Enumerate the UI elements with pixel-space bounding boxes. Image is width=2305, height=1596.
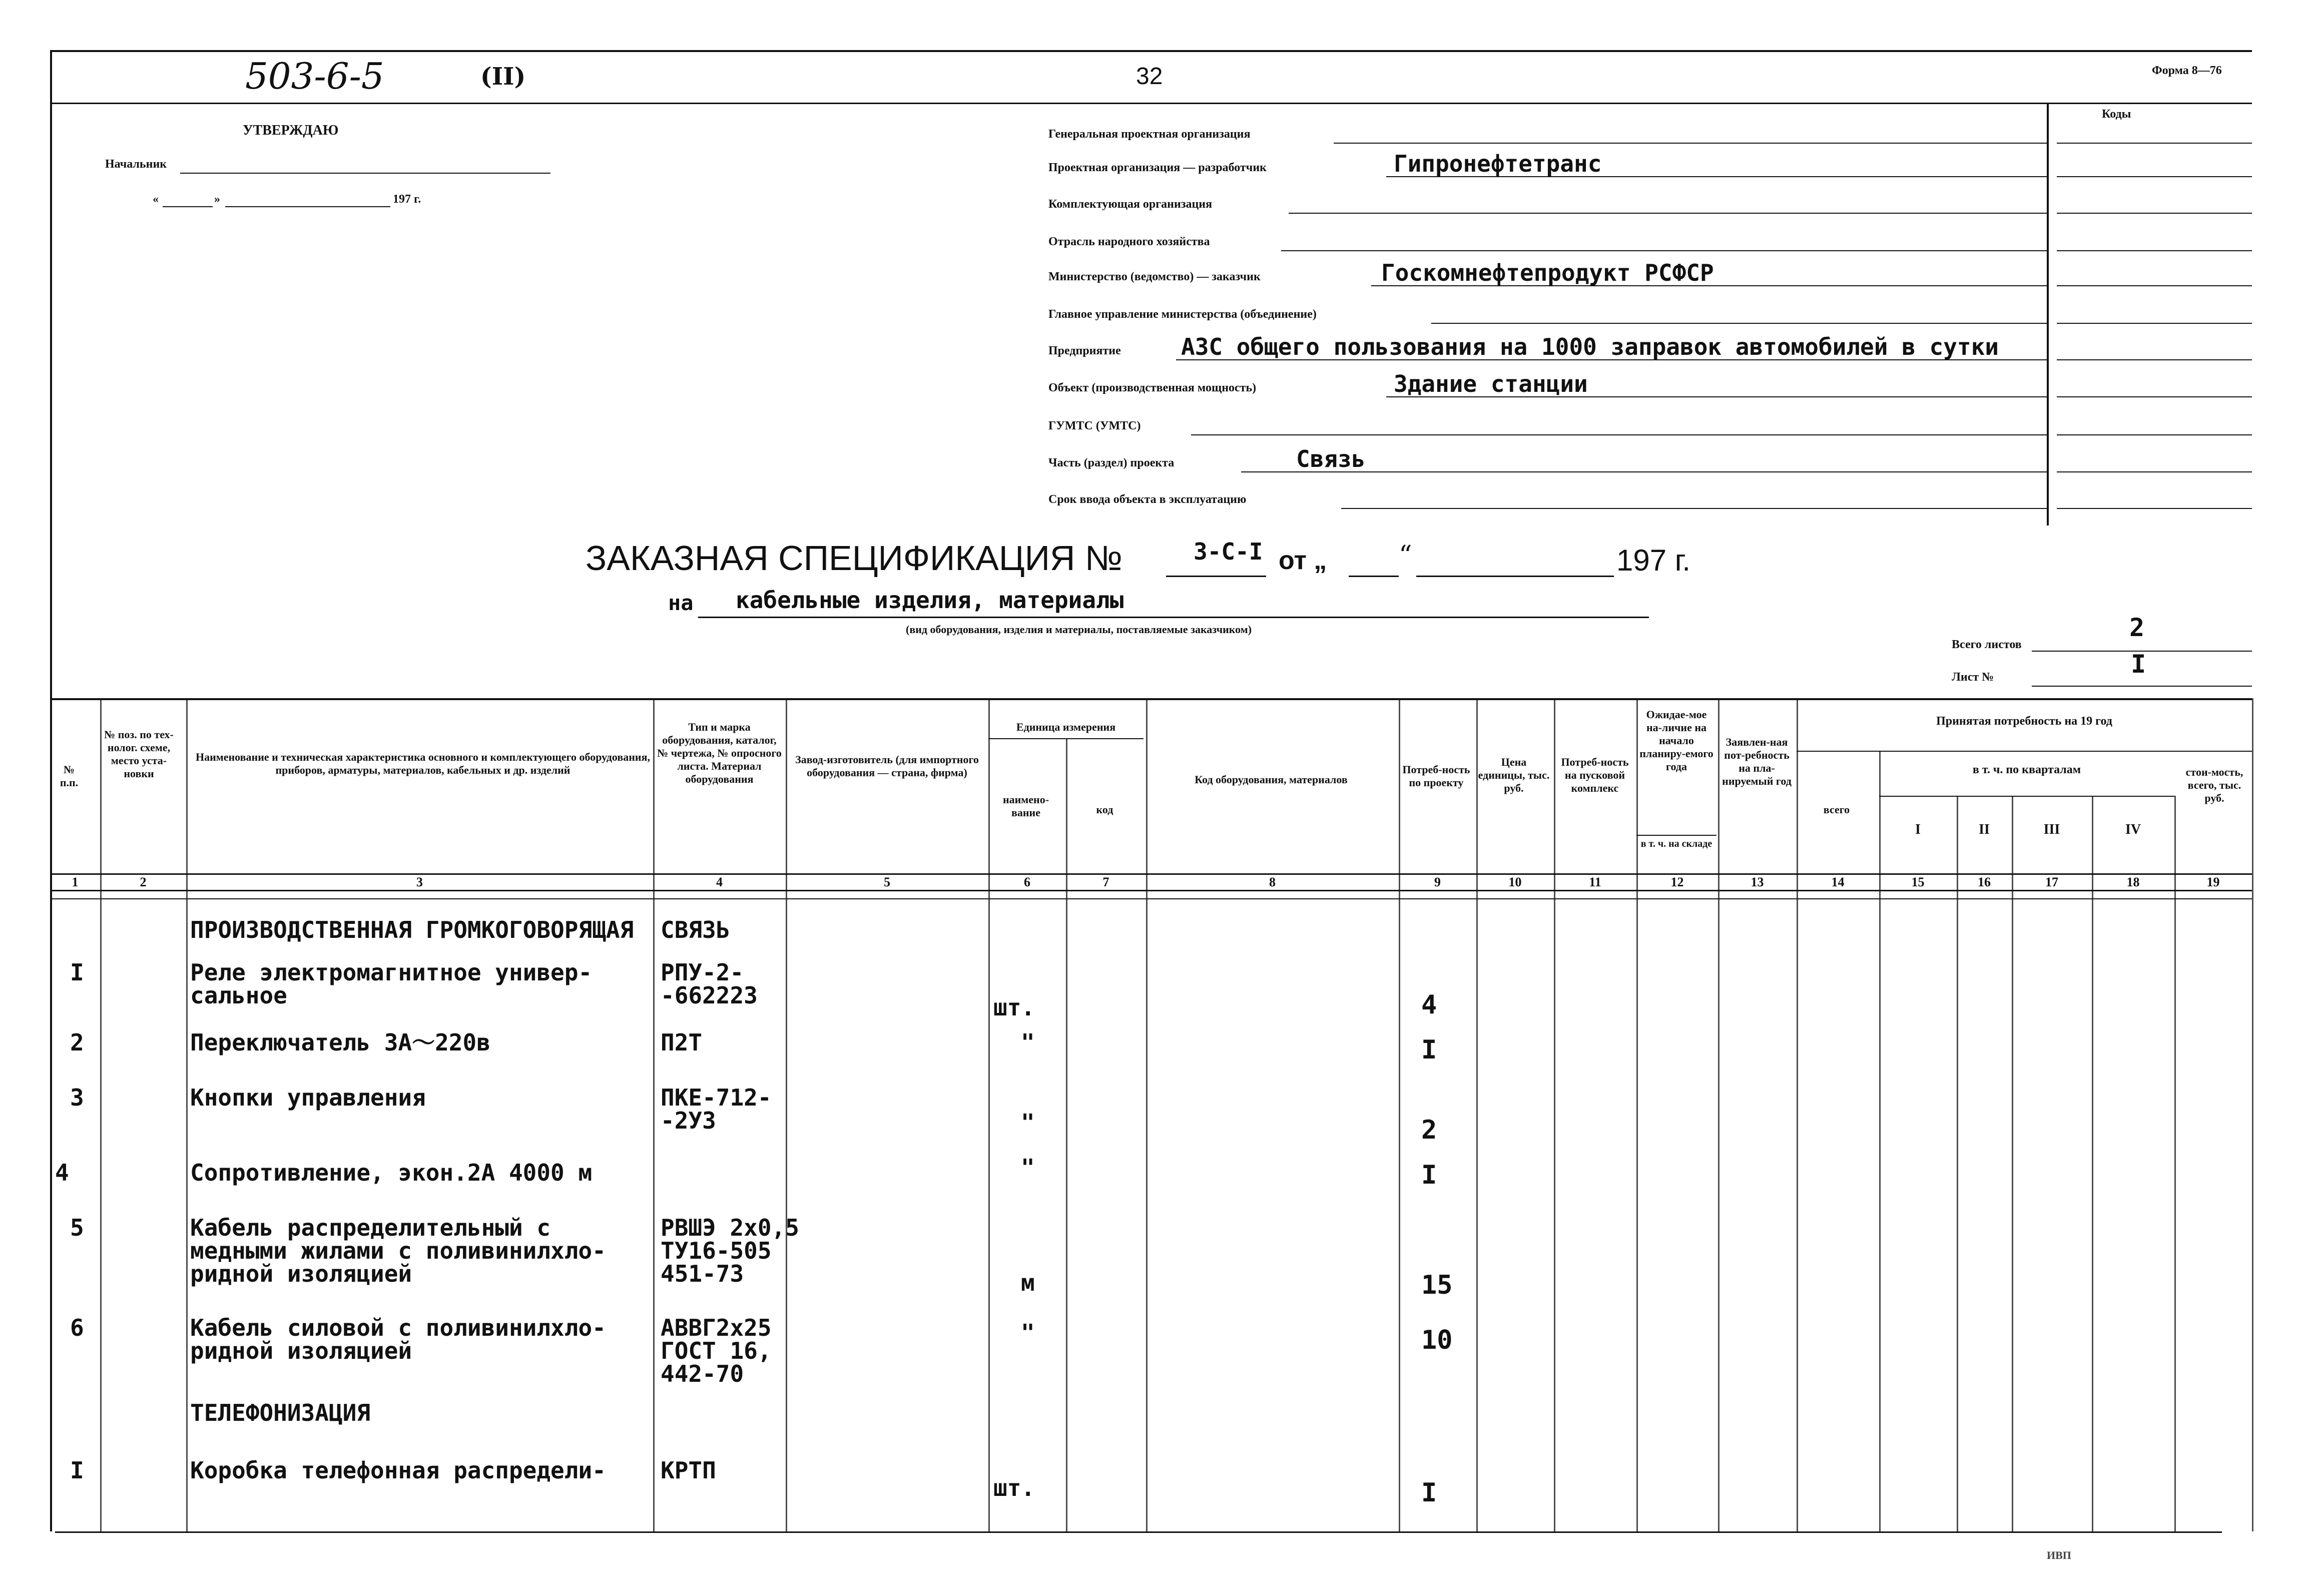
column-number: 4	[716, 875, 723, 889]
org-value: Здание станции	[1394, 370, 1588, 397]
spec-quote: “	[1399, 541, 1412, 571]
column-line	[2252, 698, 2253, 1531]
column-line	[100, 698, 102, 1531]
row-qty: I	[1421, 1160, 1437, 1190]
codes-label: Коды	[2102, 108, 2131, 121]
hdr-quarters-group: в т. ч. по кварталам	[1972, 763, 2081, 776]
date-day-line	[163, 206, 213, 207]
row-type: П2Т	[661, 1029, 703, 1056]
column-line	[1879, 751, 1881, 1531]
column-number: 10	[1508, 875, 1522, 889]
spec-month-line	[1416, 576, 1614, 577]
hdr-unit-group: Единица измерения	[1016, 721, 1116, 733]
column-number: 9	[1434, 875, 1441, 889]
org-label: ГУМТС (УМТС)	[1048, 419, 1141, 432]
org-code-line	[2057, 285, 2252, 286]
spec-on-value: кабельные изделия, материалы	[736, 587, 1124, 614]
row-name: ПРОИЗВОДСТВЕННАЯ ГРОМКОГОВОРЯЩАЯ	[190, 916, 634, 943]
hdr-c13: Заявлен-ная пот-ребность на пла-нируемый год	[1722, 736, 1792, 787]
hdr-c6: наимено-вание	[1002, 793, 1049, 819]
row-type: ПКЕ-712- -2У3	[661, 1084, 772, 1134]
org-label: Объект (производственная мощность)	[1048, 381, 1257, 394]
row-number: 3	[70, 1084, 84, 1111]
row-name: Переключатель 3А～220в	[190, 1029, 490, 1056]
hdr-c2: № поз. по тех-нолог. схеме, место уста-новки	[104, 728, 174, 780]
column-line	[988, 698, 990, 1531]
org-label: Генеральная проектная организация	[1048, 128, 1251, 141]
column-line	[1957, 796, 1958, 1531]
row-type: РПУ-2- -662223	[661, 959, 758, 1009]
date-year: 197 г.	[393, 193, 421, 206]
org-code-line	[2057, 213, 2252, 214]
hdr-c9: Потреб-ность по проекту	[1402, 763, 1470, 789]
footer-stamp: ИВП	[2047, 1549, 2071, 1561]
top-border	[50, 50, 2252, 52]
row-unit: "	[1021, 1109, 1035, 1136]
hdr-c18: IV	[2125, 822, 2141, 837]
row-name: ТЕЛЕФОНИЗАЦИЯ	[190, 1399, 371, 1426]
hdr-c16: II	[1979, 822, 1990, 837]
row-unit: шт.	[993, 994, 1035, 1021]
page-number: 32	[1136, 63, 1163, 90]
row-name: Коробка телефонная распредели-	[190, 1457, 606, 1484]
date-month-line	[225, 206, 390, 207]
unit-group-line	[988, 738, 1143, 739]
row-number: 5	[70, 1214, 84, 1241]
bottom-border	[55, 1531, 2222, 1533]
hdr-c17: III	[2043, 822, 2060, 837]
spec-from: от „	[1279, 546, 1327, 575]
org-code-line	[2057, 359, 2252, 360]
hdr-c15: I	[1915, 822, 1921, 837]
org-line	[1431, 323, 2047, 324]
column-line	[1554, 698, 1555, 1531]
hdr-c19: стои-мость, всего, тыс. руб.	[2185, 766, 2243, 804]
header-divider	[50, 103, 2252, 104]
quarters-line	[1879, 796, 2174, 797]
org-label: Срок ввода объекта в эксплуатацию	[1048, 493, 1247, 506]
row-unit: шт.	[993, 1474, 1035, 1501]
column-line	[786, 698, 787, 1531]
total-sheets: 2	[2129, 613, 2145, 642]
org-label: Проектная организация — разработчик	[1048, 161, 1267, 174]
column-line	[1718, 698, 1719, 1531]
hdr-c12b: в т. ч. на складе	[1640, 838, 1712, 849]
row-name: Реле электромагнитное универ- сальное	[190, 959, 593, 1009]
row-type: СВЯЗЬ	[661, 916, 730, 943]
hdr-c1: № п.п.	[60, 763, 79, 789]
doc-code: 503-6-5	[245, 55, 384, 97]
column-number: 14	[1831, 875, 1845, 889]
row-number: 6	[70, 1314, 84, 1341]
column-line	[2012, 796, 2013, 1531]
org-code-line	[2057, 471, 2252, 472]
column-number: 13	[1751, 875, 1764, 889]
row-unit: "	[1021, 1154, 1035, 1181]
column-number: 5	[884, 875, 890, 889]
row-unit: "	[1021, 1029, 1035, 1056]
hdr-c14: всего	[1823, 803, 1850, 816]
org-code-line	[2057, 143, 2252, 144]
row-unit: "	[1021, 1319, 1035, 1346]
org-value: АЗС общего пользования на 1000 заправок автомобилей в сутки	[1181, 333, 1999, 360]
sheet-number: I	[2131, 650, 2146, 679]
column-number: 6	[1024, 875, 1030, 889]
org-label: Отрасль народного хозяйства	[1048, 235, 1210, 248]
row-qty: I	[1421, 1035, 1437, 1065]
row-qty: 10	[1421, 1325, 1453, 1355]
column-number: 18	[2126, 875, 2140, 889]
spec-year: 197 г.	[1616, 544, 1691, 577]
spec-number: 3-С-I	[1194, 538, 1263, 565]
org-line	[1341, 508, 2047, 509]
accepted-group-line	[1797, 751, 2252, 752]
column-line	[2174, 796, 2176, 1531]
org-label: Министерство (ведомство) — заказчик	[1048, 270, 1261, 283]
column-line	[1146, 698, 1147, 1531]
table-top-line	[50, 698, 2252, 700]
hdr-c12: Ожидае-мое на-личие на начало планиру-емого года	[1639, 708, 1713, 773]
column-number: 15	[1911, 875, 1925, 889]
sheet-line	[2032, 686, 2252, 687]
spec-number-line	[1166, 576, 1266, 577]
column-line	[50, 698, 52, 1531]
hdr-c4: Тип и марка оборудования, каталог, № чертежа, № опросного листа. Материал оборудования	[657, 721, 782, 785]
table-bottom-line	[50, 898, 2252, 899]
org-label: Часть (раздел) проекта	[1048, 456, 1175, 469]
spec-on-caption: (вид оборудования, изделия и материалы, поставляемые заказчиком)	[906, 623, 1252, 636]
row-number: 2	[70, 1029, 84, 1056]
table-colnum-bottom	[50, 890, 2252, 891]
spec-on-label: на	[668, 591, 694, 615]
org-code-line	[2057, 250, 2252, 251]
org-line	[1191, 434, 2047, 435]
row-type: АВВГ2х25 ГОСТ 16, 442-70	[661, 1314, 772, 1387]
column-number: 8	[1269, 875, 1276, 889]
approval-title: УТВЕРЖДАЮ	[243, 123, 339, 138]
spec-day-line	[1349, 576, 1399, 577]
column-number: 7	[1102, 875, 1109, 889]
form-label: Форма 8—76	[2152, 64, 2222, 77]
total-sheets-label: Всего листов	[1952, 638, 2022, 651]
row-type: РВШЭ 2х0,5 ТУ16-505 451-73	[661, 1214, 799, 1287]
row-qty: 2	[1421, 1115, 1437, 1145]
hdr-c3: Наименование и техническая характеристика основного и комплектующего оборудования, приборов, арматуры, материалов, кабельных и др. изделий	[195, 751, 651, 776]
row-name: Кабель силовой с поливинилхло- ридной изоляцией	[190, 1314, 606, 1364]
org-value: Связь	[1296, 445, 1366, 472]
column-line	[1636, 698, 1638, 1531]
row-number: 4	[55, 1159, 69, 1186]
org-code-line	[2057, 508, 2252, 509]
hdr-accepted-group: Принятая потребность на 19 год	[1936, 715, 2112, 728]
column-line	[186, 698, 188, 1531]
column-line	[1476, 698, 1478, 1531]
org-label: Комплектующая организация	[1048, 198, 1213, 211]
column-number: 3	[416, 875, 423, 889]
column-line	[1066, 738, 1067, 1531]
org-value: Гипронефтетранс	[1394, 150, 1602, 177]
org-line	[1334, 143, 2047, 144]
row-type: КРТП	[661, 1457, 716, 1484]
hdr-c10: Цена единицы, тыс. руб.	[1478, 756, 1550, 794]
column-number: 2	[140, 875, 147, 889]
column-number: 19	[2206, 875, 2220, 889]
column-number: 1	[72, 875, 79, 889]
sheet-label: Лист №	[1952, 671, 1994, 684]
stock-line	[1636, 835, 1716, 836]
row-qty: 15	[1421, 1270, 1453, 1300]
column-number: 12	[1670, 875, 1684, 889]
row-unit: м	[1021, 1269, 1035, 1296]
hdr-c7: код	[1096, 803, 1113, 816]
hdr-c11: Потреб-ность на пусковой комплекс	[1561, 756, 1629, 794]
chief-label: Начальник	[105, 158, 167, 171]
column-line	[653, 698, 655, 1531]
org-code-line	[2057, 176, 2252, 177]
row-qty: I	[1421, 1478, 1437, 1508]
row-name: Сопротивление, экон.2А 4000 м	[190, 1159, 593, 1186]
row-number: I	[70, 1457, 84, 1484]
org-value: Госкомнефтепродукт РСФСР	[1381, 259, 1714, 286]
hdr-c5: Завод-изготовитель (для импортного оборудования — страна, фирма)	[795, 753, 979, 779]
column-line	[1399, 698, 1400, 1531]
row-number: I	[70, 959, 84, 986]
org-line	[1289, 213, 2047, 214]
row-name: Кабель распределительный с медными жилами с поливинилхло- ридной изоляцией	[190, 1214, 606, 1287]
org-label: Предприятие	[1048, 344, 1121, 357]
org-label: Главное управление министерства (объединение)	[1048, 308, 1317, 321]
chief-line	[180, 173, 550, 174]
column-number: 11	[1589, 875, 1601, 889]
row-qty: 4	[1421, 990, 1437, 1020]
row-name: Кнопки управления	[190, 1084, 426, 1111]
column-number: 16	[1978, 875, 1991, 889]
org-code-line	[2057, 396, 2252, 397]
column-line	[1797, 698, 1798, 1531]
org-code-line	[2057, 434, 2252, 435]
column-line	[2092, 796, 2093, 1531]
codes-left-line	[2047, 103, 2049, 525]
part-label: (II)	[480, 63, 526, 91]
spec-title: ЗАКАЗНАЯ СПЕЦИФИКАЦИЯ №	[586, 539, 1123, 578]
org-code-line	[2057, 323, 2252, 324]
hdr-c8: Код оборудования, материалов	[1195, 773, 1348, 786]
date-close: »	[214, 193, 220, 206]
org-line	[1281, 250, 2047, 251]
date-open: «	[153, 193, 159, 206]
spec-on-line	[698, 617, 1649, 618]
column-number: 17	[2045, 875, 2058, 889]
